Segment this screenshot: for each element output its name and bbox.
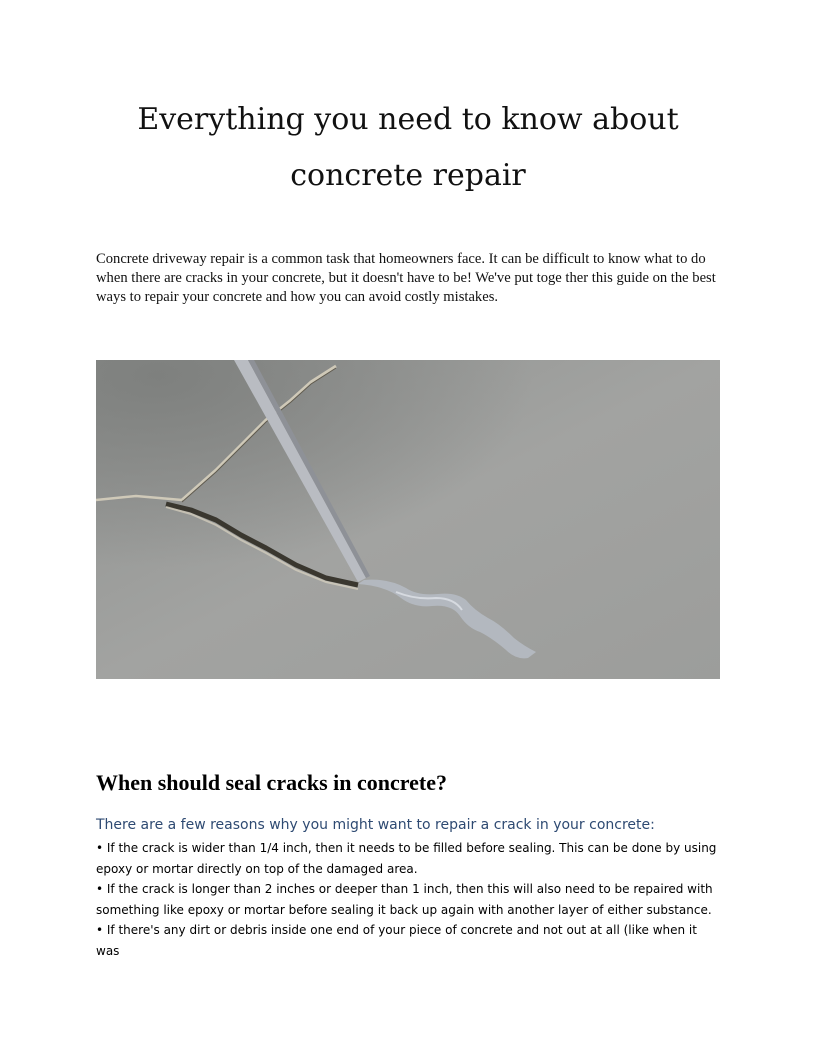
list-item: • If the crack is wider than 1/4 inch, then it needs to be filled before sealing. This can be done by using epoxy or mortar directly on top of the damaged area. (96, 841, 717, 876)
title-line-2: concrete repair (290, 158, 526, 193)
concrete-crack-photo (96, 360, 720, 679)
page-title (96, 92, 720, 204)
section-subheading: There are a few reasons why you might want to repair a crack in your concrete: (96, 817, 655, 833)
list-item: • If there's any dirt or debris inside one end of your piece of concrete and not out at all (like when it was (96, 923, 697, 958)
title-line-1: Everything you need to know about (137, 102, 679, 137)
photo-shade (96, 360, 720, 679)
section-heading: When should seal cracks in concrete? (96, 770, 447, 795)
bullet-list (96, 838, 720, 962)
list-item: • If the crack is longer than 2 inches or deeper than 1 inch, then this will also need to be repaired with something like epoxy or mortar before sealing it back up again with another layer of either substance. (96, 882, 713, 917)
intro-paragraph: Concrete driveway repair is a common task that homeowners face. It can be difficult to know what to do when there are cracks in your concrete, but it doesn't have to be! We've put toge ther this guide on the best ways to repair your concrete and how you can avoid costly mistakes. (96, 251, 716, 305)
